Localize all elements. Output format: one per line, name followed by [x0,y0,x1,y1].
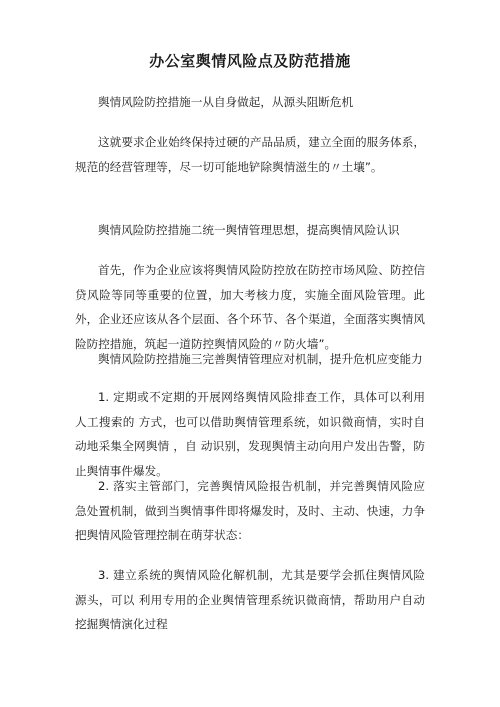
paragraph-heading-1: 舆情风险防控措施一从自身做起，从源头阻断危机 [98,95,354,109]
paragraph-heading-2: 舆情风险防控措施二统一舆情管理思想，提高舆情风险认识 [98,223,400,237]
paragraph-item-2: 2. 落实主管部门，完善舆情风险报告机制，并完善舆情风险应急处置机制，做到当舆情事件即将爆发时，及时、主动、快速，力争把舆情风险管理控制在萌芽状态： [75,479,425,542]
paragraph-item-3: 3. 建立系统的舆情风险化解机制，尤其是要学会抓住舆情风险源头，可以 利用专用的企业舆情管理系统识微商情，帮助用户自动挖掘舆情演化过程 [75,568,425,631]
paragraph-item-1: 1. 定期或不定期的开展网络舆情风险排查工作，具体可以利用人工搜索的 方式，也可以借助舆情管理系统，如识微商情，实时自动地采集全网舆情 ，自 动识别，发现舆情主动向用户发出告警，防止舆情事件爆发。 [75,390,425,478]
paragraph-body-2: 首先，作为企业应该将舆情风险防控放在防控市场风险、防控信贷风险等同等重要的位置，加大考核力度，实施全面风险管理。此外，企业还应该从各个层面、各个环节、各个渠道，全面落实舆情风险防控措施，筑起一道防控舆情风险的〃防火墙”。 [75,263,425,351]
paragraph-body-1: 这就要求企业始终保持过硬的产品品质，建立全面的服务体系，规范的经营管理等，尽一切可能地铲除舆情滋生的〃土壤”。 [75,135,425,174]
document-title: 办公室舆情风险点及防范措施 [149,52,351,70]
paragraph-heading-3: 舆情风险防控措施三完善舆情管理应对机制，提升危机应变能力 [98,352,423,366]
